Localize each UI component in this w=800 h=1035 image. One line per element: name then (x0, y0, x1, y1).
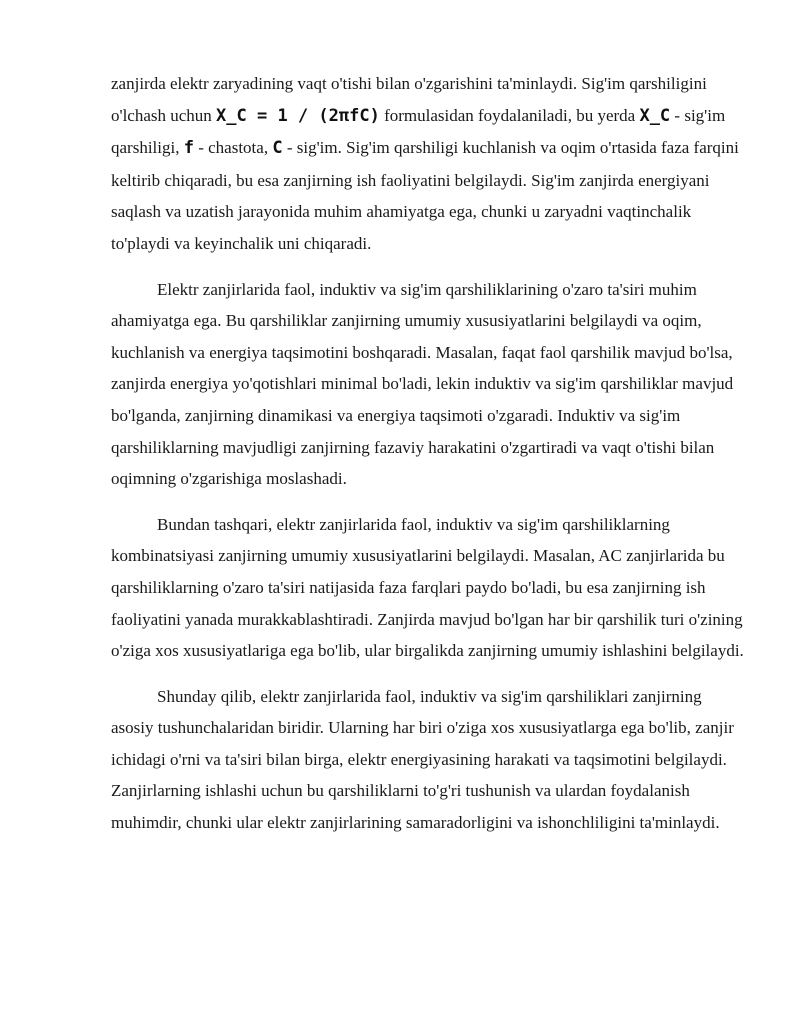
paragraph-3: Bundan tashqari, elektr zanjirlarida faol, induktiv va sig'im qarshiliklarning kombinatsiyasi zanjirning umumiy xususiyatlarini belgilaydi. Masalan, AC zanjirlarida bu qarshiliklarning o'zaro ta'siri natijasida faza farqlari paydo bo'ladi, bu esa zanjirning ish faoliyatini yanada murakkablashtiradi. Zanjirda mavjud bo'lgan har bir qarshilik turi o'zining o'ziga xos xususiyatlariga ega bo'lib, ular birgalikda zanjirning umumiy ishlashini belgilaydi. (111, 514, 744, 661)
paragraph-1 (111, 68, 747, 260)
paragraph-2: Elektr zanjirlarida faol, induktiv va sig'im qarshiliklarining o'zaro ta'siri muhim ahamiyatga ega. Bu qarshiliklar zanjirning umumiy xususiyatlarini belgilaydi va oqim, kuchlanish va energiya taqsimotini boshqaradi. Masalan, faqat faol qarshilik mavjud bo'lsa, zanjirda energiya yo'qotishlari minimal bo'ladi, lekin induktiv va sig'im qarshiliklar mavjud bo'lganda, zanjirning dinamikasi va energiya taqsimoti o'zgaradi. Induktiv va sig'im qarshiliklarning mavjudligi zanjirning fazaviy harakatini o'zgartiradi va vaqt o'tishi bilan oqimning o'zgarishiga moslashadi. (111, 279, 734, 489)
document-body (111, 68, 747, 853)
formula-capacitive-reactance: X_C = 1 / (2πfC) (216, 105, 380, 126)
paragraph-1-text-c: - sig'im qarshiligi, (111, 105, 726, 158)
paragraph-1-text-e: - sig'im. Sig'im qarshiligi kuchlanish va oqim o'rtasida faza farqini keltirib chiqaradi, bu esa zanjirning ish faoliyatini belgilaydi. Sig'im zanjirda energiyani saqlash va uzatish jarayonida muhim ahamiyatga ega, chunki u zaryadni vaqtinchalik to'playdi va keyinchalik uni chiqaradi. (111, 138, 739, 253)
symbol-f: f (183, 138, 194, 159)
paragraph-1-text-b: formulasidan foydalaniladi, bu yerda (379, 105, 640, 125)
symbol-xc: X_C (639, 105, 671, 126)
paragraph-4: Shunday qilib, elektr zanjirlarida faol, induktiv va sig'im qarshiliklari zanjirning asosiy tushunchalaridan biridir. Ularning har biri o'ziga xos xususiyatlarga ega bo'lib, zanjir ichidagi o'rni va ta'siri bilan birga, elektr energiyasining harakati va taqsimotini belgilaydi. Zanjirlarning ishlashi uchun bu qarshiliklarni to'g'ri tushunish va ulardan foydalanish muhimdir, chunki ular elektr zanjirlarining samaradorligini va ishonchliligini ta'minlaydi. (111, 686, 734, 833)
symbol-c: C (272, 138, 283, 159)
paragraph-1-text-a: zanjirda elektr zaryadining vaqt o'tishi bilan o'zgarishini ta'minlaydi. Sig'im qarshiligini o'lchash uchun (111, 74, 707, 125)
paragraph-1-text-d: - chastota, (193, 138, 273, 158)
